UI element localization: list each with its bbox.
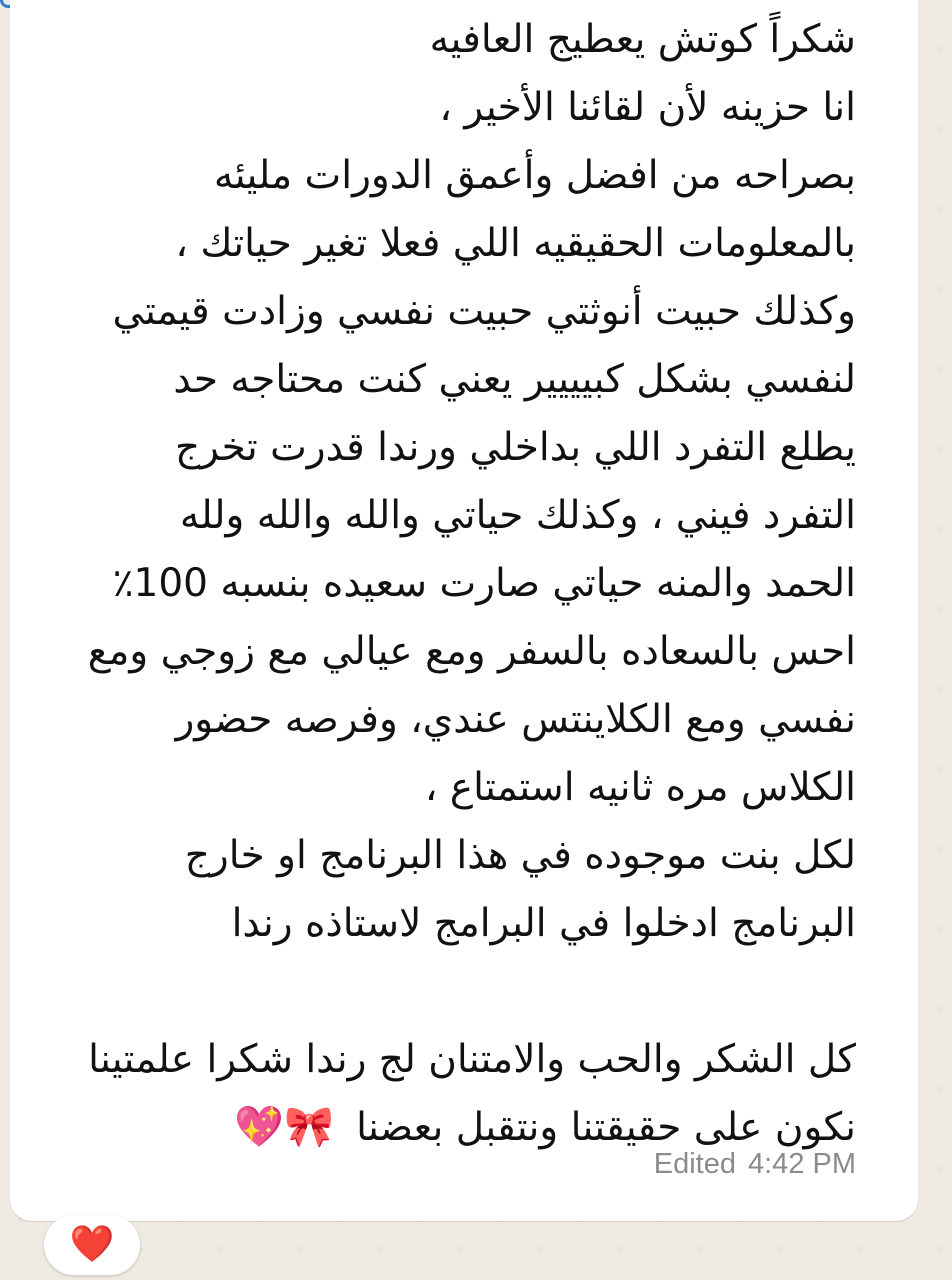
message-line-6: لنفسي بشكل كبيييير يعني كنت محتاجه حد: [173, 357, 856, 402]
message-bubble[interactable]: [10, 0, 918, 1221]
message-line-13: لكل بنت موجوده في هذا البرنامج او خارج: [184, 833, 856, 878]
message-line-2: انا حزينه لأن لقائنا الأخير ،: [439, 85, 856, 130]
message-meta: [654, 1148, 856, 1181]
message-line-8: التفرد فيني ، وكذلك حياتي والله والله ولله: [179, 493, 856, 538]
message-line-4: بالمعلومات الحقيقيه اللي فعلا تغير حياتك ،: [175, 221, 856, 266]
message-line-1: شكراً كوتش يعطيج العافيه: [429, 17, 856, 62]
message-line-9: الحمد والمنه حياتي صارت سعيده بنسبه 100٪: [112, 561, 856, 606]
message-time: 4:42 PM: [748, 1148, 856, 1180]
message-line-16: كل الشكر والحب والامتنان لج رندا شكرا علمتينا: [88, 1037, 856, 1082]
message-line-14: البرنامج ادخلوا في البرامج لاستاذه رندا: [231, 901, 856, 946]
message-line-10: احس بالسعاده بالسفر ومع عيالي مع زوجي ومع: [87, 629, 856, 674]
message-line-12: الكلاس مره ثانيه استمتاع ،: [424, 765, 856, 810]
message-line-17-text: نكون على حقيقتنا ونتقبل بعضنا: [356, 1105, 856, 1150]
sparkle-heart-bow-emoji: 💖🎀: [234, 1104, 334, 1150]
message-text: [16, 6, 856, 1162]
reaction-button[interactable]: [44, 1215, 140, 1275]
message-line-5: وكذلك حبيت أنوثتي حبيت نفسي وزادت قيمتي: [112, 289, 856, 334]
edited-label: Edited: [653, 1148, 736, 1180]
message-line-7: يطلع التفرد اللي بداخلي ورندا قدرت تخرج: [174, 425, 856, 470]
message-line-11: نفسي ومع الكلاينتس عندي، وفرصه حضور: [175, 697, 856, 742]
heart-icon: ❤️: [69, 1224, 115, 1265]
message-line-3: بصراحه من افضل وأعمق الدورات مليئه: [213, 153, 856, 198]
message-blank-line: [16, 958, 856, 1026]
